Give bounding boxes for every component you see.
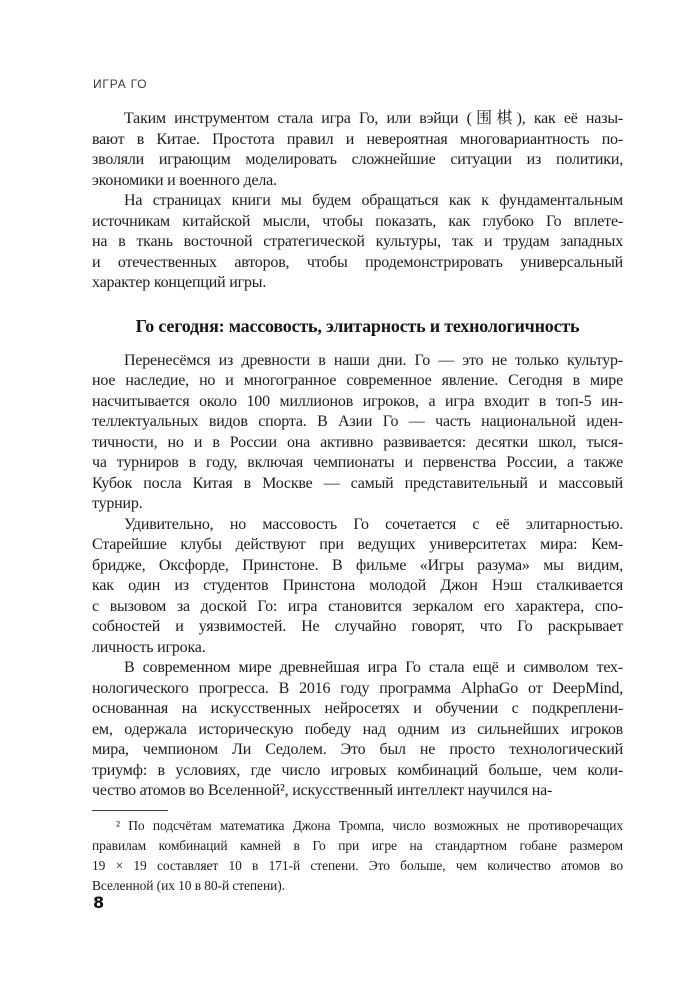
running-header: ИГРА ГО [93,77,148,91]
text-line: и отечественных авторов, чтобы продемонстрировать универсальный [92,253,623,271]
text-line: тичности, но и в России она активно развивается: десятки школ, тыся- [92,433,623,451]
text-line: теллектуальных видов спорта. В Азии Го — часть национальной иден- [92,413,623,430]
text-line: на в ткань восточной стратегической культуры, так и трудам западных [92,233,623,250]
footnote-line: правилам комбинаций камней в Го при игре на стандартном гобане размером [92,837,623,853]
text-line: Перенесёмся из древности в наши дни. Го — это не только культур- [124,351,623,369]
text-line: характер концепций игры. [92,274,267,291]
text-line: Кубок посла Китая в Москве — самый представительный и массовый [92,474,623,492]
section-heading: Го сегодня: массовость, элитарность и технологичность [135,315,580,336]
paragraph-book-sources [92,191,623,294]
text-line: бридже, Оксфорде, Принстоне. В фильме «Игры разума» мы видим, [92,556,623,574]
text-line: как один из студентов Принстона молодой Джон Нэш сталкивается [92,577,623,594]
text-line: насчитывается около 100 миллионов игроков, а игра входит в топ-5 ин- [92,392,623,410]
paragraph-elitism [92,515,623,659]
text-line: На страницах книги мы будем обращаться как к фундаментальным [124,192,623,209]
footnote-line: ² По подсчётам математика Джона Тромпа, число возможных не противоречащих [116,817,623,833]
footnote-rule [92,810,168,811]
text-line: экономики и военного дела. [92,171,277,189]
paragraph-intro-go [92,109,623,191]
text-line: мира, чемпионом Ли Седолем. Это был не просто технологический [92,741,623,758]
text-line: ное наследие, но и многогранное современное явление. Сегодня в мире [92,372,623,389]
text-line: нологического прогресса. В 2016 году программа AlphaGo от DeepMind, [92,679,623,697]
text-line: ча турниров в году, включая чемпионаты и первенства России, а также [92,454,623,471]
text-line: вают в Китае. Простота правил и невероятная многовариантность по- [92,130,623,148]
paragraph-go-today [92,351,623,515]
text-line: Таким инструментом стала игра Го, или вэйци (围棋), как её назы- [124,110,623,127]
page-body [92,109,623,896]
footnote-line: 19 × 19 составляет 10 в 171-й степени. Это больше, чем количество атомов во [92,857,623,873]
page-number: 8 [93,893,105,912]
text-line: чество атомов во Вселенной², искусственный интеллект научился на- [92,782,553,799]
text-line: источникам китайской мысли, чтобы показать, как глубоко Го вплете- [92,212,623,230]
text-line: личность игрока. [92,638,206,656]
footnote [92,810,623,896]
text-line: В современном мире древнейшая игра Го стала ещё и символом тех- [124,659,623,676]
text-line: Удивительно, но массовость Го сочетается с её элитарностью. [124,515,623,533]
text-line: Старейшие клубы действуют при ведущих университетах мира: Кем- [92,536,623,553]
paragraph-alphago [92,658,623,802]
text-line: с вызовом за доской Го: игра становится зеркалом его характера, спо- [92,597,623,615]
text-line: ем, одержала историческую победу над одним из сильнейших игроков [92,720,623,738]
text-line: зволяли играющим моделировать сложнейшие ситуации из политики, [92,151,623,168]
text-line: собностей и уязвимостей. Не случайно говорят, что Го раскрывает [92,618,623,635]
text-line: основанная на искусственных нейросетях и обучении с подкреплени- [92,700,623,717]
text-line: триумф: в условиях, где число игровых комбинаций больше, чем коли- [92,761,623,779]
footnote-line: Вселенной (их 10 в 80-й степени). [92,877,285,893]
text-line: турнир. [92,495,143,512]
